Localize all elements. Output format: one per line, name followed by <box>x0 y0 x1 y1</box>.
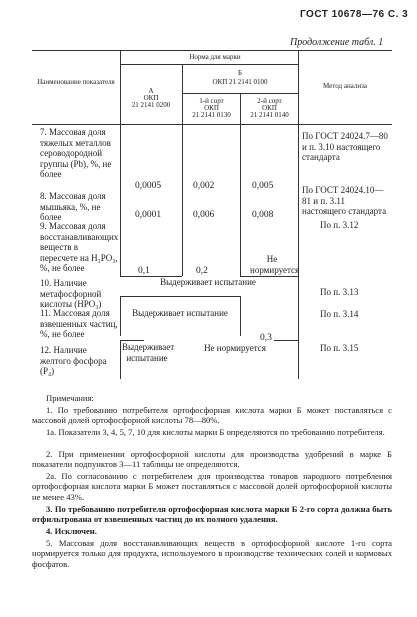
value-sort1: 0,006 <box>193 210 215 220</box>
value-sort1: 0,2 <box>196 266 208 276</box>
value-grade-a: 0,0005 <box>135 181 162 191</box>
note-text: По требованию потребителя ортофосфорная кислота марки Б может поставляться с массовой долей ортофосфорной кислоты 78—80%. <box>32 405 392 426</box>
note-text: По согласованию с потребителем для производства товаров народного потребления ортофосфорная кислота марки Б может поставляться с массовой долей ортофосфорной кислоты не менее 43%. <box>32 471 392 502</box>
col-header-indicator: Наименование показателя <box>37 78 115 86</box>
method-cell: По п. 3.15 <box>320 343 359 353</box>
note-item <box>32 538 392 569</box>
note-text: Массовая доля восстанавливающих веществ в ортофосфорной кислоте 1-го сорта нормируется только для продукта, используемого в производстве технических солей и кормовых фосфатов. <box>32 538 392 569</box>
col-header-method: Метод анализа <box>323 82 367 90</box>
value-sort2: Не нормируется <box>250 254 300 275</box>
note-number: 3. <box>46 504 53 514</box>
col-header-grade-b: Б <box>237 69 243 77</box>
row-name: 7. Массовая доля тяжелых металлов сероводородной группы (Pb), %, не более <box>40 127 112 179</box>
note-item <box>32 471 392 502</box>
col-header-sort2-okp-label: ОКП <box>262 104 277 112</box>
value-sort2: 0,005 <box>252 181 274 191</box>
col-header-grade-a-okp-label: ОКП <box>143 94 159 102</box>
note-item <box>32 427 392 437</box>
note-text: По требованию потребителя ортофосфорная кислота марки Б 2-го сорта должна быть отфильтрована от взвешенных частиц до их полного удаления. <box>32 504 392 525</box>
note-text: Исключен. <box>54 526 97 536</box>
value-grade-a: Выдерживает испытание <box>122 342 175 363</box>
value-grade-a: 0,0001 <box>135 210 162 220</box>
method-cell: По ГОСТ 24024.10—81 и п. 3.11 настоящего стандарта <box>302 185 387 216</box>
value-grade-a: 0,1 <box>138 266 150 276</box>
col-header-grade-b-okp: ОКП 21 2141 0100 <box>212 78 268 86</box>
col-header-sort2: 2-й сорт <box>257 97 282 105</box>
method-cell: По п. 3.12 <box>320 220 359 230</box>
note-number: 2а. <box>46 471 57 481</box>
page-header-gost: ГОСТ 10678—76 С. 3 <box>300 9 409 20</box>
note-item <box>32 449 392 470</box>
col-header-sort1: 1-й сорт <box>199 97 224 105</box>
row-name: 12. Наличие желтого фосфора (P₄) <box>40 345 107 376</box>
value-sort2: 0,3 <box>260 333 272 343</box>
row-name: 10. Наличие метафосфорной кислоты (HPO₃) <box>40 278 102 309</box>
note-number: 1а. <box>46 427 57 437</box>
note-number: 5. <box>46 538 53 548</box>
method-cell: По п. 3.13 <box>320 287 359 297</box>
col-header-grade-a: А <box>148 87 154 95</box>
merged-value: Выдерживает испытание <box>132 308 228 318</box>
row-name: 9. Массовая доля восстанавливающих веществ в пересчете на H₃PO₃, %, не более <box>40 221 119 273</box>
merged-value: Не нормируется <box>204 343 266 353</box>
note-number: 4. <box>46 526 53 536</box>
value-sort1: 0,002 <box>193 181 215 191</box>
note-number: 1. <box>46 405 53 415</box>
col-header-norm-group: Норма для марки <box>189 53 241 61</box>
col-header-grade-a-okp: 21 2141 0200 <box>131 101 171 109</box>
col-header-sort1-okp-label: ОКП <box>204 104 219 112</box>
merged-value: Выдерживает испытание <box>160 277 256 287</box>
col-header-sort1-okp: 21 2141 0130 <box>192 111 231 119</box>
method-cell: По п. 3.14 <box>320 309 359 319</box>
note-item <box>32 405 392 426</box>
value-sort2: 0,008 <box>252 210 274 220</box>
note-text: При применении ортофосфорной кислоты для производства удобрений в марке Б показатели подпунктов 3—11 таблицы не определяются. <box>32 449 392 470</box>
note-item <box>32 504 392 525</box>
note-item <box>32 526 392 536</box>
notes-title: Примечания: <box>46 393 94 403</box>
table-continuation-label: Продолжение табл. 1 <box>290 37 384 48</box>
row-name: 11. Массовая доля взвешенных частиц, %, не более <box>40 308 118 339</box>
method-cell: По ГОСТ 24024.7—80 и п. 3.10 настоящего стандарта <box>302 131 388 162</box>
row-name: 8. Массовая доля мышьяка, %, не более <box>40 191 106 222</box>
note-number: 2. <box>46 449 53 459</box>
note-text: Показатели 3, 4, 5, 7, 10 для кислоты марки Б определяются по требованию потребителя. <box>58 427 385 437</box>
col-header-sort2-okp: 21 2141 0140 <box>250 111 289 119</box>
